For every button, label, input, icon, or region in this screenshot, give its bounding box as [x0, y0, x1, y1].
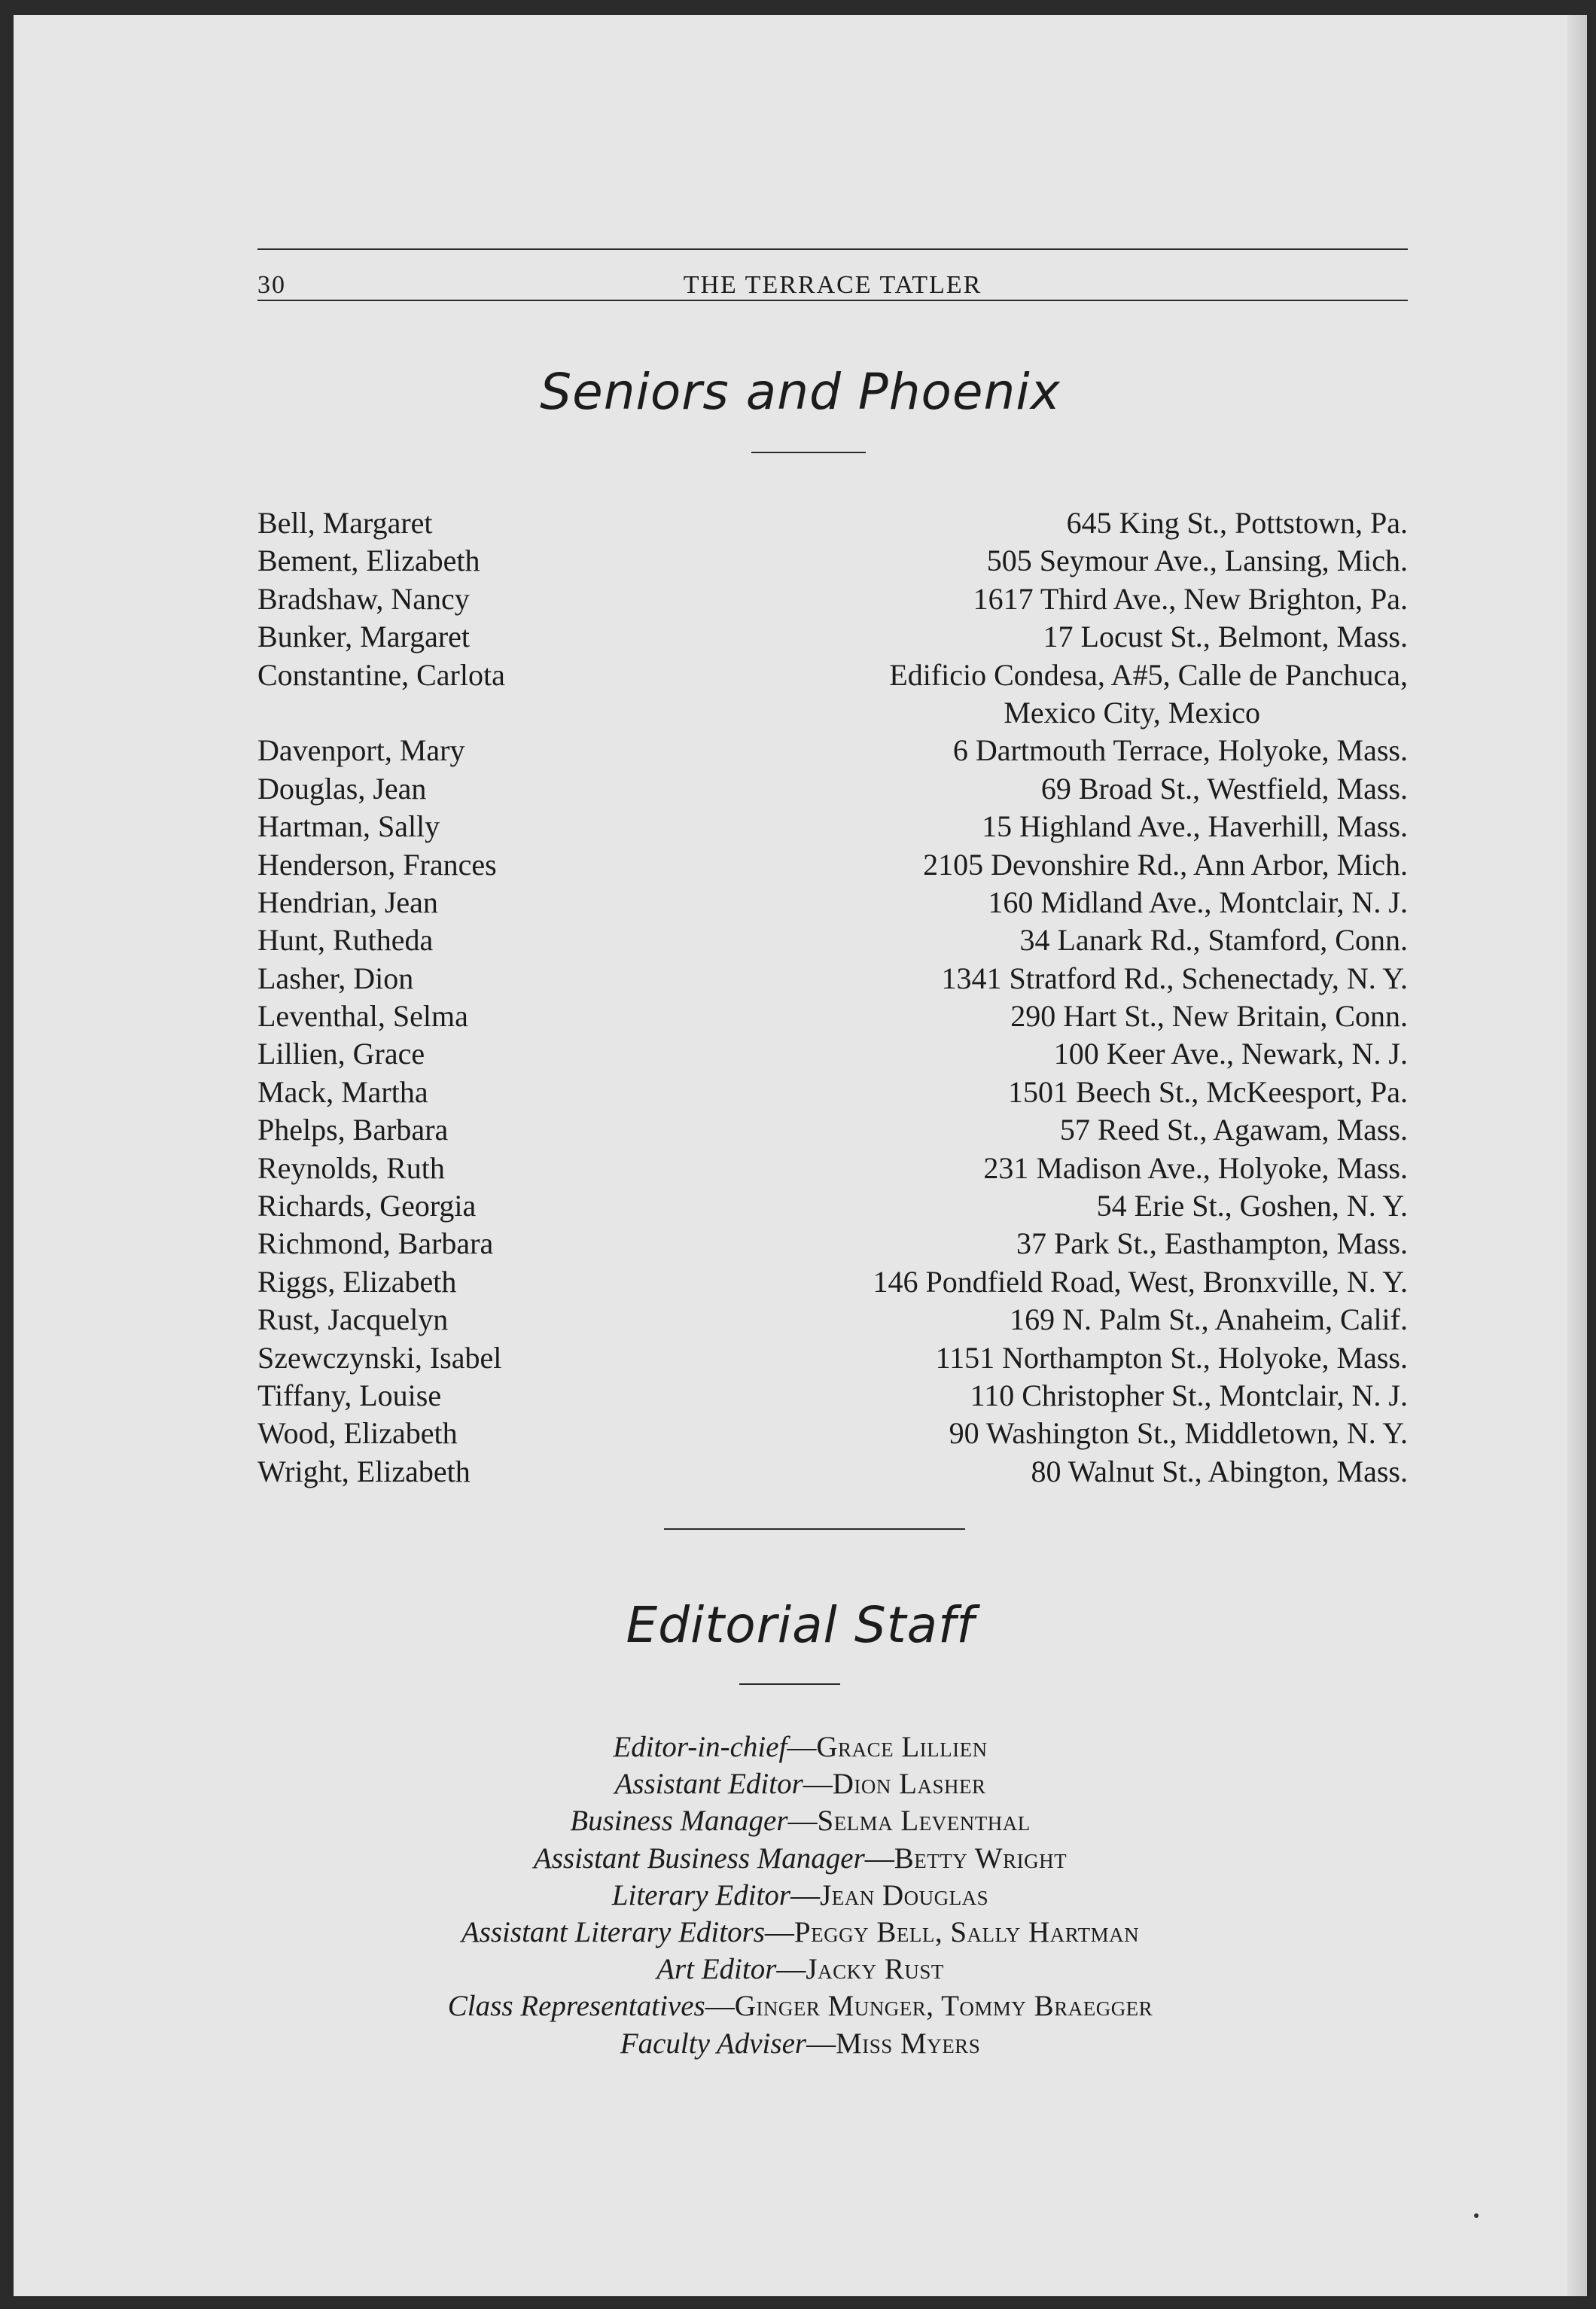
student-address: 80 Walnut St., Abington, Mass.	[1031, 1454, 1408, 1488]
student-address: 6 Dartmouth Terrace, Holyoke, Mass.	[952, 733, 1408, 768]
staff-person: Betty Wright	[894, 1841, 1068, 1875]
student-address: 110 Christopher St., Montclair, N. J.	[970, 1378, 1408, 1412]
student-name: Hunt, Rutheda	[257, 923, 434, 958]
staff-role: Assistant Literary Editors	[461, 1915, 765, 1948]
student-name: Richards, Georgia	[257, 1189, 477, 1223]
student-name: Constantine, Carlota	[257, 657, 505, 692]
student-address: 90 Washington St., Middletown, N. Y.	[949, 1416, 1408, 1451]
student-name: Phelps, Barbara	[257, 1113, 449, 1147]
staff-entry: Class Representatives—Ginger Munger, Tommy Braegger	[447, 1990, 1153, 2023]
student-name: Henderson, Frances	[257, 847, 497, 882]
student-address: 54 Erie St., Goshen, N. Y.	[1096, 1189, 1408, 1223]
staff-role: Assistant Editor	[614, 1768, 803, 1801]
editorial-staff-title: Editorial Staff	[626, 1596, 975, 1654]
roster-row	[257, 504, 1408, 542]
roster-row	[257, 1301, 1408, 1339]
staff-person: Grace Lillien	[816, 1731, 988, 1763]
student-name: Douglas, Jean	[257, 771, 427, 806]
student-name: Hendrian, Jean	[257, 885, 438, 919]
roster-row	[257, 1150, 1408, 1187]
roster-row	[257, 1074, 1408, 1111]
editorial-staff-list	[14, 1729, 1587, 2062]
staff-person: Selma Leventhal	[817, 1805, 1031, 1838]
roster-row	[257, 846, 1408, 884]
roster-row	[257, 998, 1408, 1035]
staff-role: Art Editor	[656, 1953, 777, 1986]
staff-role: Editor-in-chief	[613, 1731, 787, 1763]
running-head	[257, 271, 1408, 309]
student-address: 169 N. Palm St., Anaheim, Calif.	[1010, 1302, 1408, 1337]
staff-person: Peggy Bell, Sally Hartman	[793, 1915, 1140, 1948]
roster-row	[257, 618, 1408, 656]
student-address: 1341 Stratford Rd., Schenectady, N. Y.	[941, 961, 1408, 995]
student-address: 1617 Third Ave., New Brighton, Pa.	[973, 581, 1408, 616]
student-address-line2: Mexico City, Mexico	[1004, 695, 1260, 730]
student-address: 100 Keer Ave., Newark, N. J.	[1053, 1037, 1408, 1071]
roster-row	[257, 1035, 1408, 1073]
student-address: 17 Locust St., Belmont, Mass.	[1043, 620, 1408, 654]
staff-entry: Assistant Literary Editors—Peggy Bell, Sally Hartman	[461, 1915, 1140, 1948]
student-address: 37 Park St., Easthampton, Mass.	[1016, 1226, 1408, 1261]
student-name: Tiffany, Louise	[257, 1378, 442, 1412]
header-bottom-rule	[257, 300, 1408, 301]
staff-entry: Assistant Editor—Dion Lasher	[614, 1768, 986, 1801]
staff-entry: Editor-in-chief—Grace Lillien	[613, 1731, 988, 1763]
student-address: 1151 Northampton St., Holyoke, Mass.	[935, 1340, 1408, 1375]
roster-row	[257, 770, 1408, 808]
student-address: 146 Pondfield Road, West, Bronxville, N. Y.	[873, 1264, 1408, 1299]
roster-row	[257, 1187, 1408, 1225]
student-address: 69 Broad St., Westfield, Mass.	[1040, 771, 1408, 806]
roster-row	[257, 884, 1408, 921]
staff-title-rule	[739, 1683, 840, 1685]
student-address: 57 Reed St., Agawam, Mass.	[1059, 1113, 1408, 1147]
student-address: 1501 Beech St., McKeesport, Pa.	[1007, 1074, 1408, 1109]
print-speck	[1474, 2213, 1479, 2218]
student-name: Davenport, Mary	[257, 733, 465, 768]
staff-role: Assistant Business Manager	[533, 1841, 865, 1875]
roster-row	[257, 960, 1408, 998]
roster-row	[257, 808, 1408, 845]
page-number: 30	[257, 271, 286, 299]
roster-row	[257, 1339, 1408, 1377]
student-name: Szewczynski, Isabel	[257, 1340, 502, 1375]
document-page	[14, 15, 1587, 2296]
staff-entry: Art Editor—Jacky Rust	[656, 1953, 944, 1986]
staff-entry: Assistant Business Manager—Betty Wright	[533, 1841, 1068, 1875]
seniors-roster	[257, 504, 1408, 1491]
student-address: 505 Seymour Ave., Lansing, Mich.	[986, 544, 1408, 578]
student-name: Lillien, Grace	[257, 1037, 425, 1071]
roster-row	[257, 1415, 1408, 1452]
student-name: Lasher, Dion	[257, 961, 414, 995]
roster-row	[257, 580, 1408, 618]
roster-row	[257, 1225, 1408, 1263]
student-name: Bement, Elizabeth	[257, 544, 480, 578]
seniors-section-title: Seniors and Phoenix	[540, 363, 1061, 421]
staff-person: Dion Lasher	[832, 1768, 986, 1801]
student-address: 2105 Devonshire Rd., Ann Arbor, Mich.	[923, 847, 1408, 882]
roster-row	[257, 921, 1408, 959]
student-name: Hartman, Sally	[257, 809, 440, 844]
student-name: Wright, Elizabeth	[257, 1454, 471, 1488]
staff-role: Literary Editor	[611, 1878, 791, 1911]
roster-row	[257, 732, 1408, 769]
student-name: Reynolds, Ruth	[257, 1150, 445, 1185]
student-address: 160 Midland Ave., Montclair, N. J.	[988, 885, 1408, 919]
staff-role: Faculty Adviser	[620, 2027, 807, 2060]
staff-person: Miss Myers	[836, 2027, 981, 2060]
staff-entry: Faculty Adviser—Miss Myers	[620, 2027, 981, 2060]
staff-entry: Literary Editor—Jean Douglas	[611, 1878, 989, 1911]
student-address: 34 Lanark Rd., Stamford, Conn.	[1019, 923, 1408, 958]
student-name: Mack, Martha	[257, 1074, 428, 1109]
student-name: Leventhal, Selma	[257, 999, 468, 1034]
journal-title: THE TERRACE TATLER	[683, 271, 982, 299]
student-name: Bradshaw, Nancy	[257, 581, 470, 616]
roster-row	[257, 1453, 1408, 1491]
section-divider-rule	[664, 1528, 965, 1530]
student-name: Bell, Margaret	[257, 506, 433, 540]
roster-row	[257, 1377, 1408, 1415]
student-address: Edificio Condesa, A#5, Calle de Panchuca,	[889, 657, 1408, 692]
staff-role: Business Manager	[570, 1805, 788, 1838]
staff-person: Jean Douglas	[820, 1878, 989, 1911]
student-address: 645 King St., Pottstown, Pa.	[1066, 506, 1408, 540]
student-name: Bunker, Margaret	[257, 620, 471, 654]
staff-person: Jacky Rust	[806, 1953, 944, 1986]
staff-person: Ginger Munger, Tommy Braegger	[734, 1990, 1153, 2023]
student-name: Richmond, Barbara	[257, 1226, 494, 1261]
student-address: 231 Madison Ave., Holyoke, Mass.	[983, 1150, 1408, 1185]
roster-row	[257, 656, 1408, 733]
seniors-title-rule	[751, 452, 866, 453]
student-name: Rust, Jacquelyn	[257, 1302, 449, 1337]
roster-row	[257, 1111, 1408, 1149]
staff-role: Class Representatives	[447, 1990, 705, 2023]
roster-row	[257, 542, 1408, 580]
student-name: Riggs, Elizabeth	[257, 1264, 457, 1299]
student-name: Wood, Elizabeth	[257, 1416, 458, 1451]
student-address: 290 Hart St., New Britain, Conn.	[1010, 999, 1408, 1034]
staff-entry: Business Manager—Selma Leventhal	[570, 1805, 1031, 1838]
header-top-rule	[257, 248, 1408, 250]
roster-row	[257, 1263, 1408, 1301]
student-address: 15 Highland Ave., Haverhill, Mass.	[982, 809, 1408, 844]
